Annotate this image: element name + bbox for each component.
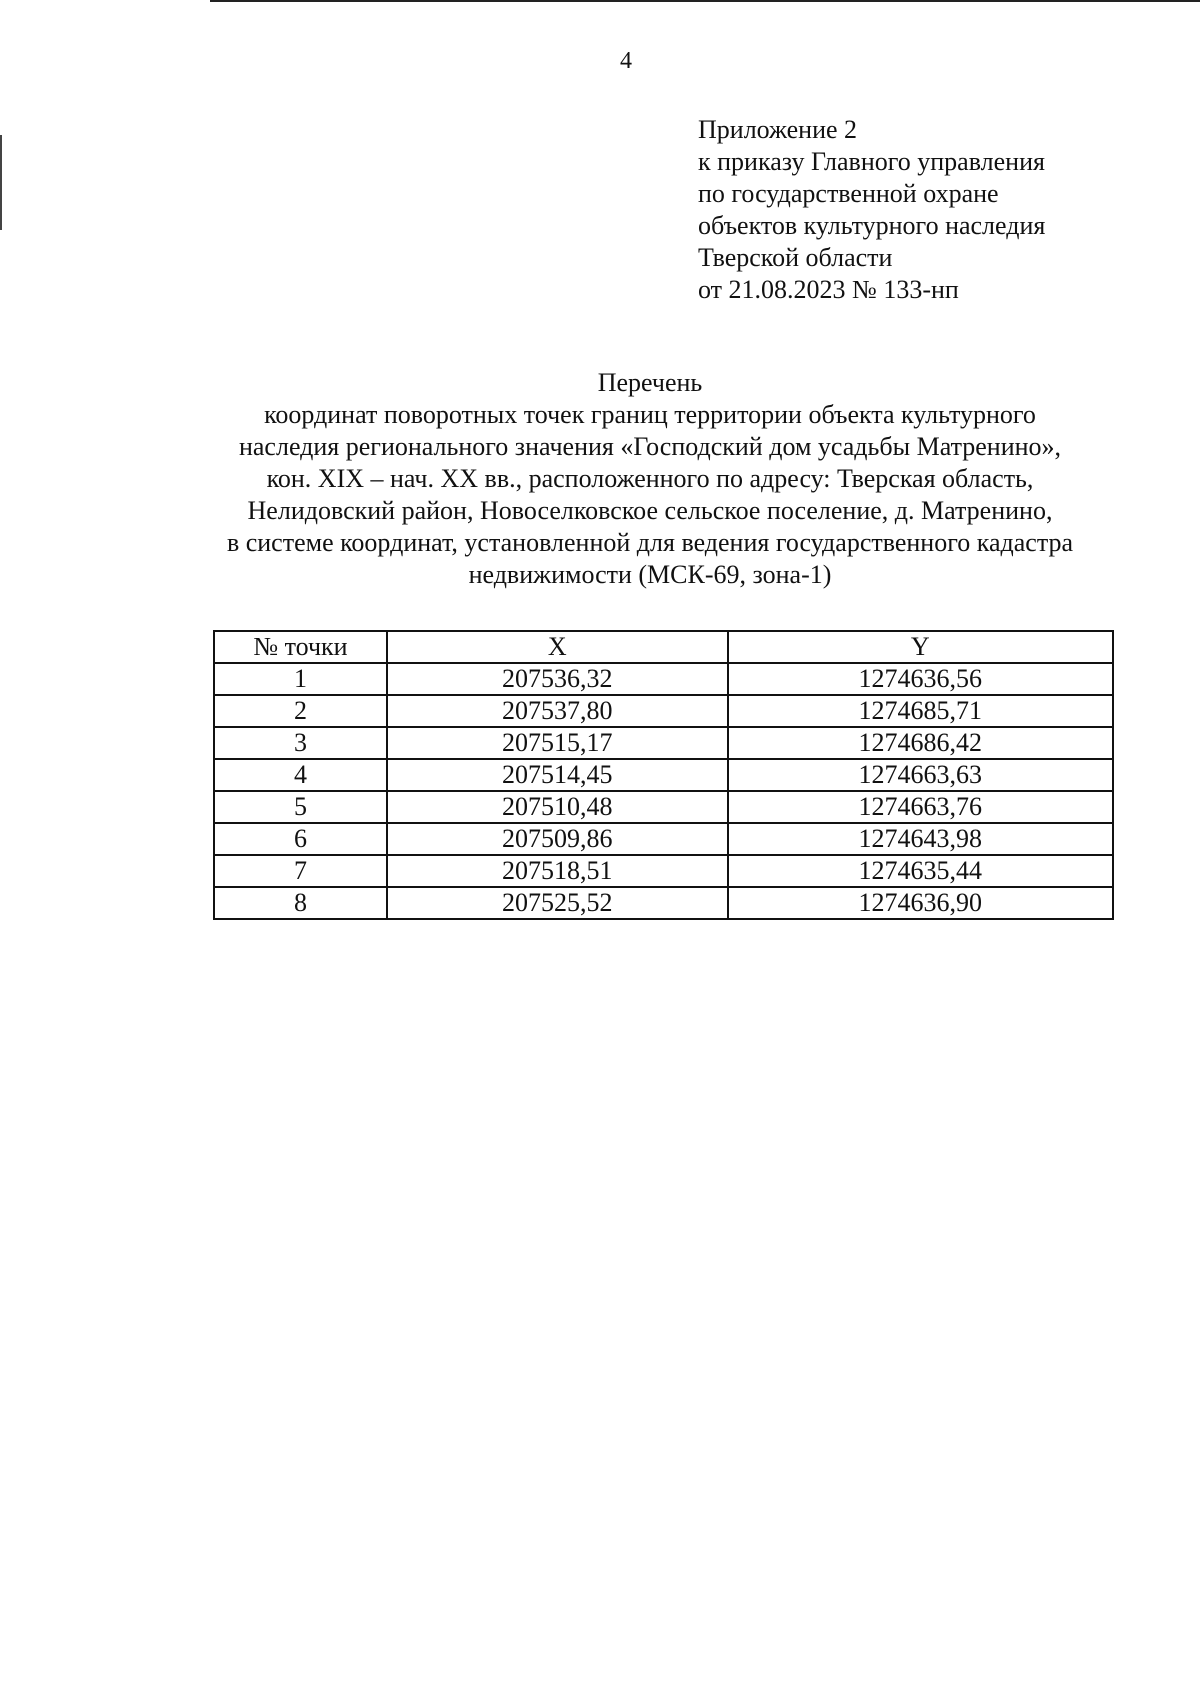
cell-y: 1274663,76: [728, 791, 1113, 823]
scan-margin-mark: [0, 135, 2, 230]
cell-point: 5: [214, 791, 387, 823]
cell-x: 207514,45: [387, 759, 728, 791]
document-heading: [150, 367, 1150, 591]
cell-y: 1274686,42: [728, 727, 1113, 759]
appendix-line: к приказу Главного управления: [698, 147, 1045, 176]
heading-line: Нелидовский район, Новоселковское сельское поселение, д. Матренино,: [247, 496, 1053, 525]
table-row: [214, 695, 1113, 727]
cell-point: 4: [214, 759, 387, 791]
cell-x: 207525,52: [387, 887, 728, 919]
cell-point: 3: [214, 727, 387, 759]
cell-y: 1274636,90: [728, 887, 1113, 919]
appendix-line: от 21.08.2023 № 133-нп: [698, 275, 959, 304]
cell-point: 8: [214, 887, 387, 919]
column-header-x: X: [387, 631, 728, 663]
table-row: [214, 823, 1113, 855]
cell-point: 2: [214, 695, 387, 727]
table-row: [214, 727, 1113, 759]
heading-line: в системе координат, установленной для ведения государственного кадастра: [226, 528, 1074, 557]
cell-point: 6: [214, 823, 387, 855]
appendix-line: Приложение 2: [698, 115, 858, 144]
coordinates-table: [213, 630, 1114, 920]
heading-line: наследия регионального значения «Господский дом усадьбы Матренино»,: [238, 432, 1062, 461]
appendix-block: [698, 114, 1045, 306]
cell-y: 1274643,98: [728, 823, 1113, 855]
table-row: [214, 887, 1113, 919]
table-row: [214, 855, 1113, 887]
column-header-y: Y: [728, 631, 1113, 663]
heading-line: недвижимости (МСК-69, зона-1): [468, 560, 832, 589]
cell-x: 207537,80: [387, 695, 728, 727]
cell-x: 207515,17: [387, 727, 728, 759]
heading-title: Перечень: [597, 368, 703, 397]
cell-y: 1274635,44: [728, 855, 1113, 887]
table-row: [214, 791, 1113, 823]
cell-x: 207536,32: [387, 663, 728, 695]
page-number: 4: [620, 48, 632, 74]
cell-x: 207510,48: [387, 791, 728, 823]
cell-point: 7: [214, 855, 387, 887]
appendix-line: объектов культурного наследия: [698, 211, 1046, 240]
cell-x: 207518,51: [387, 855, 728, 887]
appendix-line: по государственной охране: [698, 179, 999, 208]
appendix-line: Тверской области: [698, 243, 893, 272]
heading-line: координат поворотных точек границ территории объекта культурного: [264, 400, 1036, 429]
cell-x: 207509,86: [387, 823, 728, 855]
table-header-row: [214, 631, 1113, 663]
cell-y: 1274636,56: [728, 663, 1113, 695]
heading-line: кон. XIX – нач. XX вв., расположенного по адресу: Тверская область,: [266, 464, 1034, 493]
cell-point: 1: [214, 663, 387, 695]
table-row: [214, 759, 1113, 791]
cell-y: 1274685,71: [728, 695, 1113, 727]
table-row: [214, 663, 1113, 695]
cell-y: 1274663,63: [728, 759, 1113, 791]
column-header-point: № точки: [214, 631, 387, 663]
top-border-line: [210, 0, 1200, 2]
